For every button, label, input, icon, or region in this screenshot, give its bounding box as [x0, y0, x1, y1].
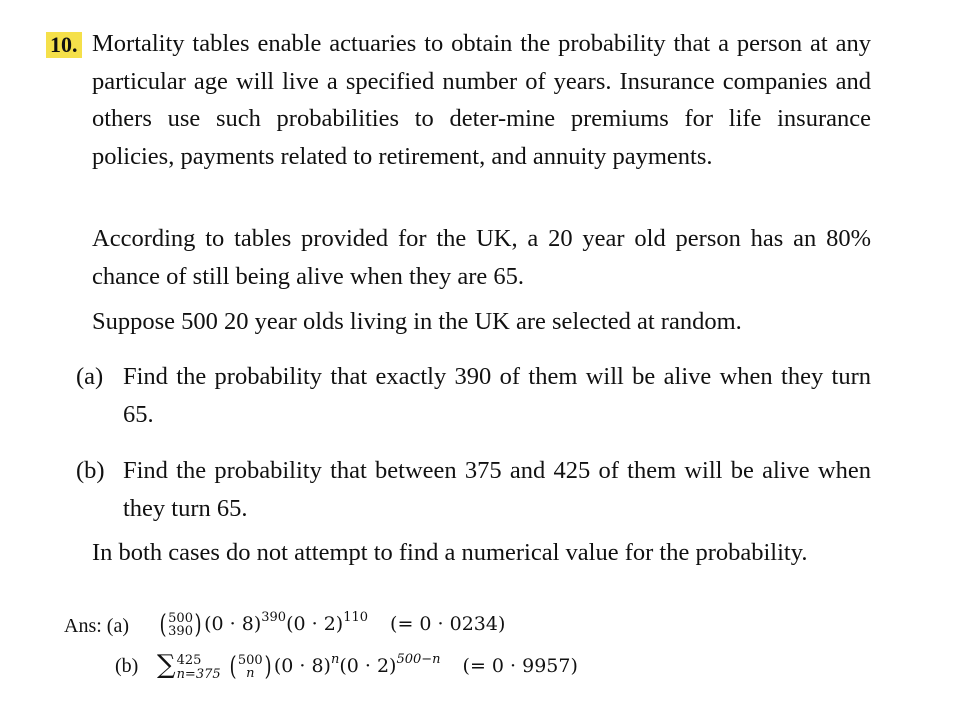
part-b-label: (b): [76, 457, 105, 484]
answer-b-value: (= 0 · 9957): [462, 655, 578, 677]
answer-b-label: (b): [115, 655, 139, 677]
note-paragraph: In both cases do not attempt to find a numerical value for the probability.: [92, 539, 808, 566]
part-a-text: Find the probability that exactly 390 of them will be alive when they turn 65.: [123, 363, 871, 428]
answer-label: [64, 614, 129, 638]
answer-a-q-exp: 110: [343, 610, 369, 625]
sigma-icon: ∑: [157, 650, 176, 680]
part-b-text: Find the probability that between 375 and 425 of them will be alive when they turn 65.: [123, 457, 871, 522]
part-a: [76, 358, 871, 433]
answer-a-p: (0 · 8): [204, 613, 262, 635]
intro-text: Mortality tables enable actuaries to obtain the probability that a person at any particular age will live a specified number of years. Insurance companies and others use such probabilities to deter-mine premiums for life insurance policies, payments related to retirement, and annuity payments.: [92, 30, 871, 170]
answer-b-q: (0 · 2): [339, 655, 397, 677]
setup-paragraph: Suppose 500 20 year olds living in the UK are selected at random.: [92, 308, 742, 335]
sum-upper: 425: [176, 653, 202, 668]
answer-b-p: (0 · 8): [273, 655, 331, 677]
binom-b-top: 500: [237, 653, 263, 668]
answer-a-label: (a): [106, 615, 129, 637]
summation: [157, 652, 221, 682]
binom-a-bottom: 390: [168, 624, 193, 639]
question-number: 10.: [46, 32, 82, 58]
answer-prefix: Ans:: [64, 615, 102, 637]
answer-a-formula: [157, 612, 505, 638]
answer-a-value: (= 0 · 0234): [390, 613, 506, 635]
binom-b-bottom: n: [246, 666, 255, 681]
answer-b-q-exp: 500−n: [396, 652, 441, 667]
binomial-coefficient-b: ( 500 n ): [229, 652, 272, 682]
binom-a-top: 500: [168, 611, 193, 626]
part-a-label: (a): [76, 363, 104, 390]
part-b: [76, 452, 871, 527]
sum-lower: n=375: [176, 667, 221, 682]
context-paragraph: According to tables provided for the UK, a 20 year old person has an 80% chance of still being alive when they are 65.: [92, 225, 871, 290]
intro-paragraph: [92, 25, 871, 175]
answer-a-p-exp: 390: [261, 610, 287, 625]
answer-b-p-exp: n: [330, 652, 340, 667]
binomial-coefficient-a: ( 500 390 ): [159, 610, 202, 640]
answer-b-formula: [157, 652, 578, 682]
answer-a-q: (0 · 2): [286, 613, 344, 635]
